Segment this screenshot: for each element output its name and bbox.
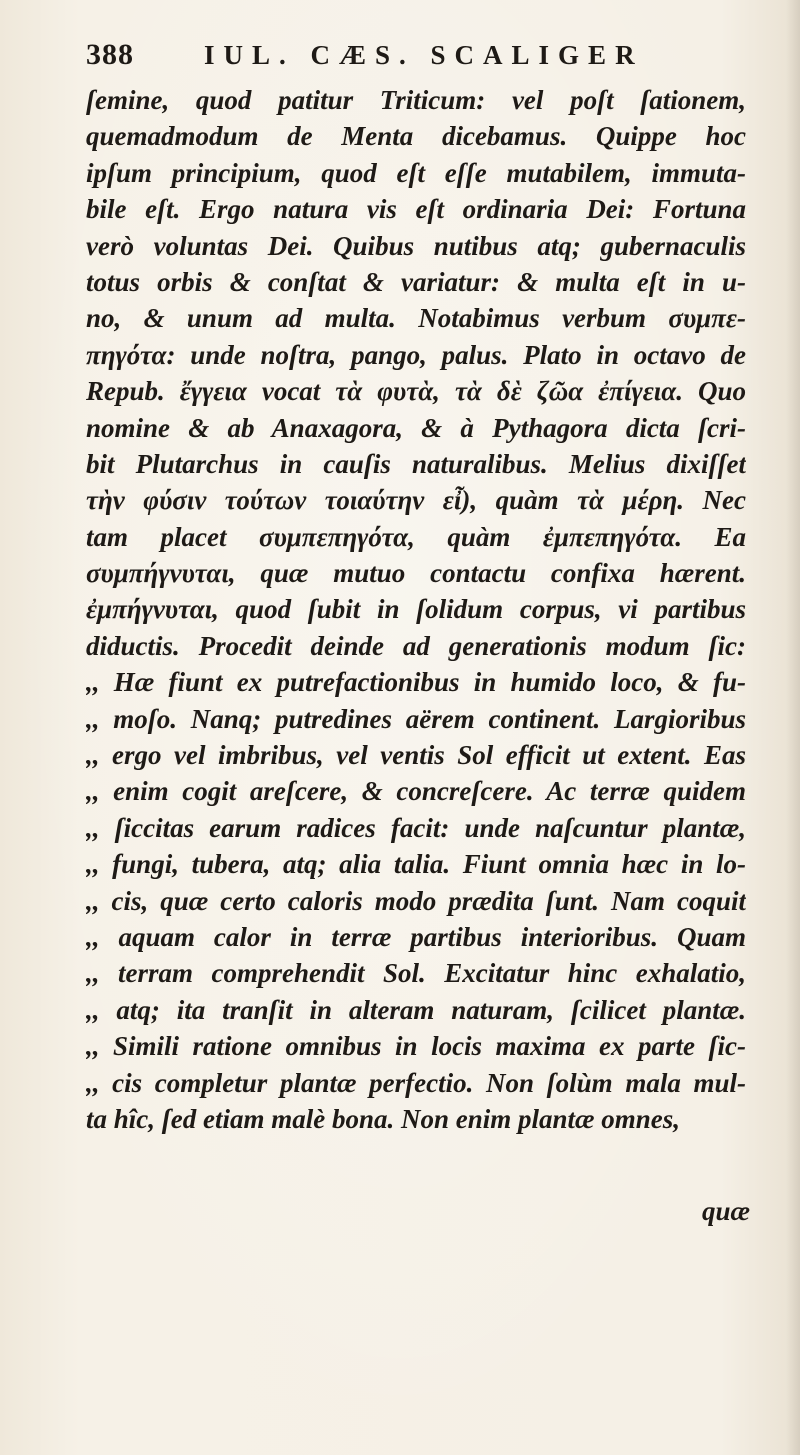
catchword: quæ	[702, 1196, 751, 1226]
page-header	[86, 38, 746, 78]
text-line: ,, aquam calor in terræ partibus interioribus. Quam	[86, 921, 746, 952]
text-line: totus orbis & conſtat & variatur: & multa eſt in u-	[86, 266, 746, 297]
text-line: συμπήγνυται, quæ mutuo contactu confixa hærent.	[86, 558, 746, 589]
text-line: ,, moſo. Nanq; putredines aërem continent. Largioribus	[86, 703, 746, 734]
text-line: ,, cis completur plantæ perfectio. Non ſolùm mala mul-	[86, 1067, 746, 1098]
text-line: nomine & ab Anaxagora, & à Pythagora dicta ſcri-	[86, 412, 746, 443]
body-text	[86, 82, 746, 1137]
text-line: ,, Simili ratione omnibus in locis maxima ex parte ſic-	[86, 1031, 746, 1062]
text-line: bile eſt. Ergo natura vis eſt ordinaria Dei: Fortuna	[86, 194, 746, 225]
text-line: ,, cis, quæ certo caloris modo prædita ſunt. Nam coquit	[86, 885, 746, 916]
text-line: ,, ergo vel imbribus, vel ventis Sol efficit ut extent. Eas	[86, 740, 746, 771]
page-edge-shadow	[786, 0, 800, 1455]
text-line: ta hîc, ſed etiam malè bona. Non enim plantæ omnes,	[86, 1103, 681, 1134]
text-line: tam placet συμπεπηγότα, quàm ἐμπεπηγότα. Ea	[86, 521, 746, 552]
text-line: ,, enim cogit areſcere, & concreſcere. Ac terræ quidem	[86, 776, 746, 807]
text-line: πηγότα: unde noſtra, pango, palus. Plato in octavo de	[86, 339, 746, 370]
page-number: 388	[86, 38, 134, 71]
text-line: verò voluntas Dei. Quibus nutibus atq; gubernaculis	[86, 230, 746, 261]
text-line: ,, fungi, tubera, atq; alia talia. Fiunt omnia hæc in lo-	[86, 849, 746, 880]
text-line: bit Plutarchus in cauſis naturalibus. Melius dixiſſet	[86, 448, 746, 479]
text-line: no, & unum ad multa. Notabimus verbum συμπε-	[86, 303, 746, 334]
text-line: ,, terram comprehendit Sol. Excitatur hinc exhalatio,	[86, 958, 746, 989]
text-line: ,, ſiccitas earum radices facit: unde naſcuntur plantæ,	[86, 812, 746, 843]
text-line: Repub. ἔγγεια vocat τὰ φυτὰ, τὰ δὲ ζῶα ἐπίγεια. Quo	[86, 376, 746, 407]
text-line: ἐμπήγνυται, quod ſubit in ſolidum corpus, vi partibus	[86, 594, 746, 625]
running-head: IUL. CÆS. SCALIGER	[204, 40, 644, 70]
text-line: ,, atq; ita tranſit in alteram naturam, ſcilicet plantæ.	[86, 994, 746, 1025]
text-line: ,, Hæ fiunt ex putrefactionibus in humido loco, & fu-	[86, 667, 746, 698]
text-line: ipſum principium, quod eſt eſſe mutabilem, immuta-	[86, 157, 746, 188]
text-line: ſemine, quod patitur Triticum: vel poſt ſationem,	[86, 85, 746, 115]
text-line: quemadmodum de Menta dicebamus. Quippe hoc	[86, 121, 746, 152]
text-line: τὴν φύσιν τούτων τοιαύτην εἶ), quàm τὰ μέρη. Nec	[86, 485, 746, 516]
text-line: diductis. Procedit deinde ad generationis modum ſic:	[86, 630, 746, 661]
